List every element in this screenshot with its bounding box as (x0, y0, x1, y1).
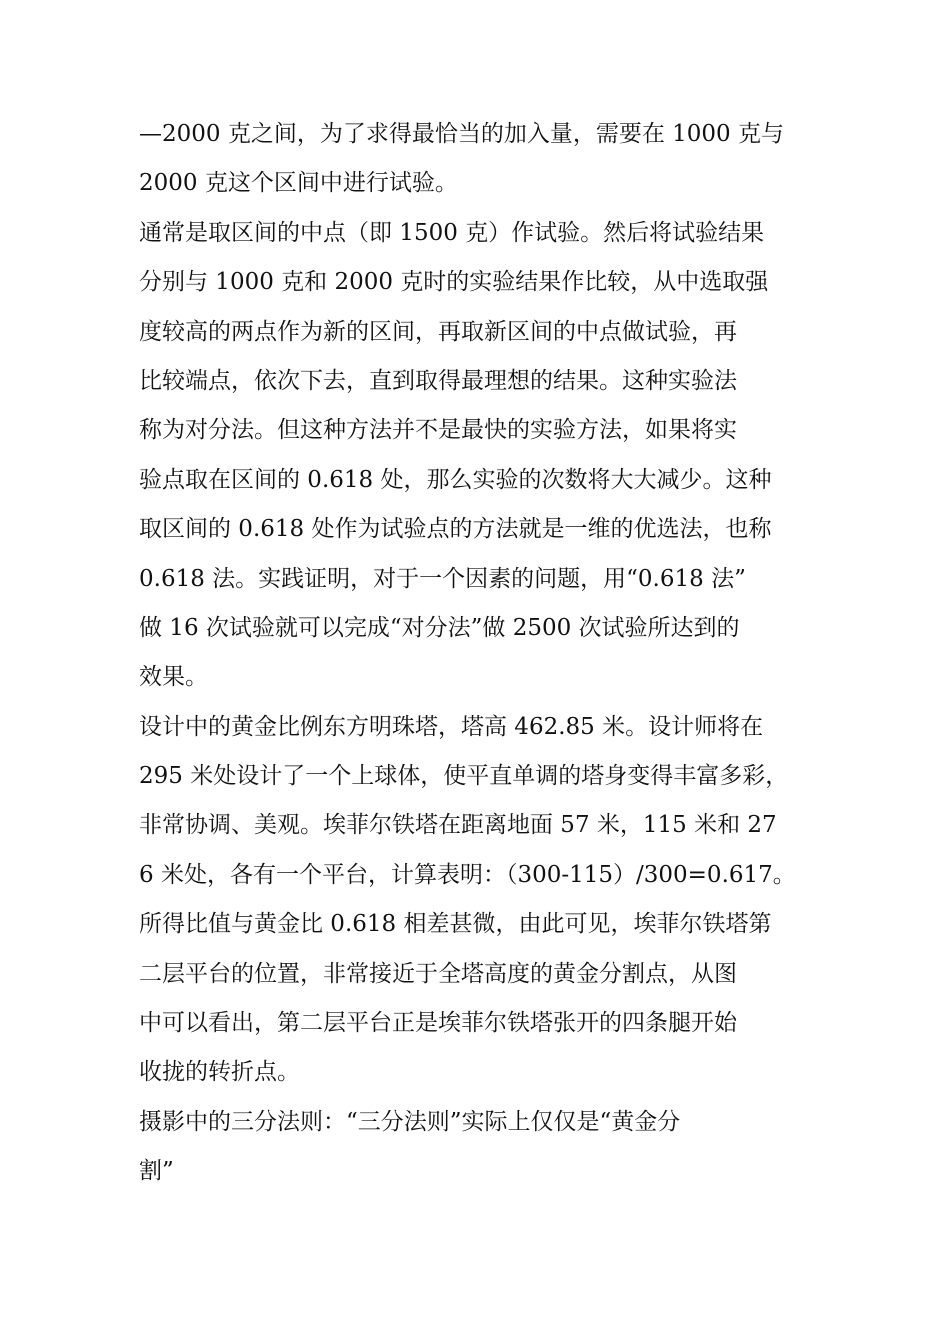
text-line: 称为对分法。但这种方法并不是最快的实验方法，如果将实 (139, 417, 737, 444)
text-line: 摄影中的三分法则：“三分法则”实际上仅仅是“黄金分 (139, 1108, 681, 1135)
text-line: 分别与 1000 克和 2000 克时的实验结果作比较，从中选取强 (139, 269, 769, 296)
text-line: 0.618 法。实践证明，对于一个因素的问题，用“0.618 法” (139, 565, 746, 592)
text-line: 验点取在区间的 0.618 处，那么实验的次数将大大减少。这种 (139, 466, 772, 493)
text-line: 设计中的黄金比例东方明珠塔，塔高 462.85 米。设计师将在 (139, 713, 764, 740)
text-line: 度较高的两点作为新的区间，再取新区间的中点做试验，再 (139, 318, 737, 345)
text-line: 2000 克这个区间中进行试验。 (139, 170, 458, 197)
text-line: 效果。 (139, 664, 208, 691)
text-line: 割” (139, 1158, 174, 1185)
text-line: 二层平台的位置，非常接近于全塔高度的黄金分割点，从图 (139, 960, 737, 987)
text-line: 收拢的转折点。 (139, 1059, 300, 1086)
text-line: 通常是取区间的中点（即 1500 克）作试验。然后将试验结果 (139, 219, 765, 246)
text-line: 取区间的 0.618 处作为试验点的方法就是一维的优选法，也称 (139, 516, 772, 543)
text-line: 6 米处，各有一个平台，计算表明：（300-115）/300=0.617。 (139, 861, 796, 888)
text-line: 中可以看出，第二层平台正是埃菲尔铁塔张开的四条腿开始 (139, 1010, 737, 1037)
text-line: 非常协调、美观。埃菲尔铁塔在距离地面 57 米，115 米和 27 (139, 812, 777, 839)
text-line: 比较端点，依次下去，直到取得最理想的结果。这种实验法 (139, 367, 737, 394)
text-line: 所得比值与黄金比 0.618 相差甚微，由此可见，埃菲尔铁塔第 (139, 911, 772, 938)
text-line: —2000 克之间，为了求得最恰当的加入量，需要在 1000 克与 (139, 121, 784, 147)
body-text (139, 110, 859, 1197)
text-line: 做 16 次试验就可以完成“对分法”做 2500 次试验所达到的 (139, 614, 740, 641)
text-line: 295 米处设计了一个上球体，使平直单调的塔身变得丰富多彩， (139, 763, 789, 790)
